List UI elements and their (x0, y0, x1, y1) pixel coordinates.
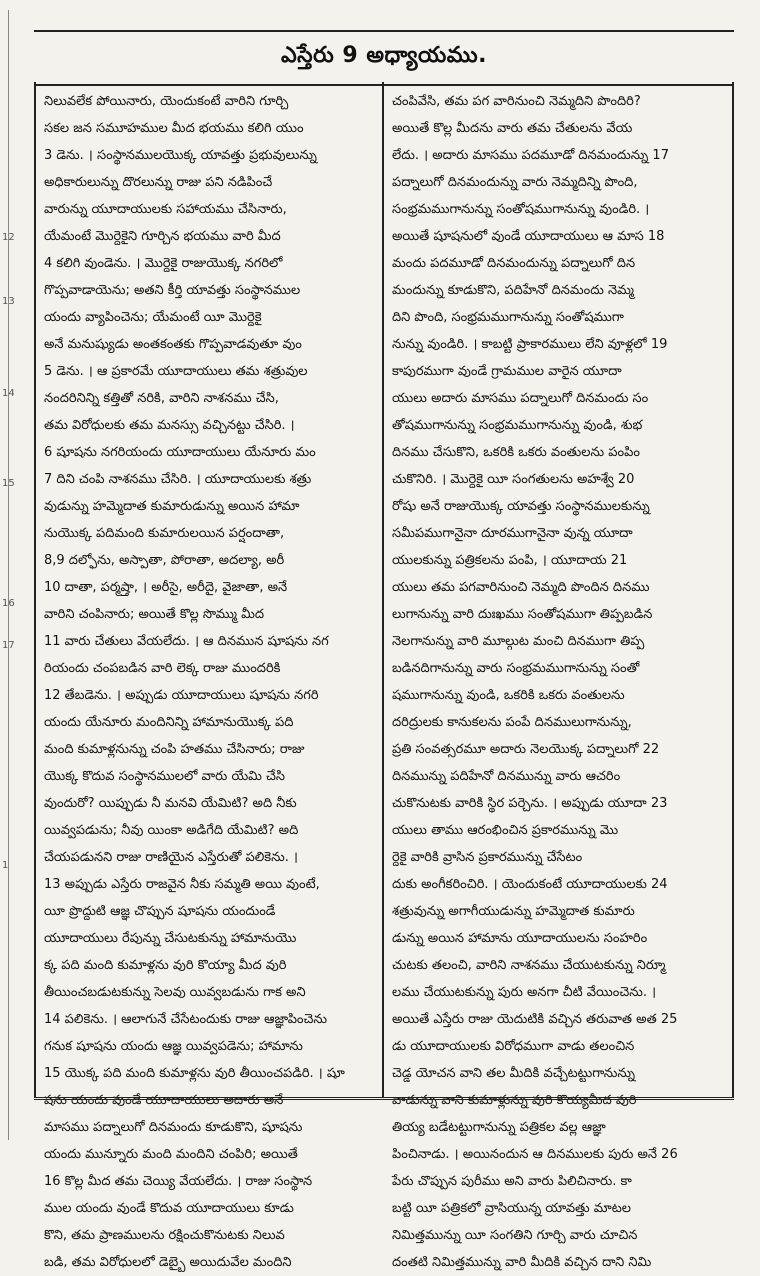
text-line: లుగానున్ను వారి దుఃఖము సంతోషముగా తిప్పబడిన (392, 607, 653, 622)
text-line: తమ విరోధులకు తమ మనస్సు వచ్చినట్టు చేసిరి. । (44, 418, 295, 433)
text-line: నున్ను వుండిరి. । కాబట్టి ప్రాకారములు లేని వూళ్లలో 19 (392, 337, 668, 352)
margin-mark: 12 (2, 232, 15, 243)
text-line: 13 అప్పుడు ఎస్తేరు రాజవైన నీకు సమ్మతి అయి వుంటే, (44, 877, 320, 892)
text-line: వారిని చంపినారు; అయితే కొల్ల సొమ్ము మీద (44, 607, 265, 622)
text-line: 14 పలికెను. । ఆలాగునే చేసేటందుకు రాజు ఆజ్ఞాపించెను (44, 1012, 328, 1027)
text-line: సమీపముగానైనా దూరముగానైనా వున్న యూదా (392, 526, 633, 541)
text-line: ర్దెకై వారికి వ్రాసిన ప్రకారమున్ను చేసేటం (392, 850, 583, 865)
bottom-rule (34, 1097, 734, 1100)
text-line: పద్నాలుగో దినమందున్ను వారు నెమ్మదిన్ని పొంది, (392, 175, 638, 190)
text-line: తీయించబడుటకున్ను సెలవు యివ్వబడును గాక అని (44, 985, 306, 1000)
text-line: యులు తమ పగవారినుంచి నెమ్మది పొందిన దినము (392, 580, 650, 595)
text-line: అయితే షూషనులో వుండే యూదాయులు ఆ మాస 18 (392, 229, 665, 244)
text-line: డు యూదాయులకు విరోధముగా వాడు తలంచిన (392, 1039, 635, 1054)
text-line: వారున్ను యూదాయులకు సహాయము చేసినారు, (44, 202, 287, 217)
text-line: బడినదిగానున్ను వారు సంభ్రమముగానున్ను సంతో (392, 661, 640, 676)
text-line: షముగానున్ను వుండి, ఒకరికి ఒకరు వంతులను (392, 688, 625, 703)
text-line: 16 కొల్ల మీద తమ చెయ్యి వేయలేదు. । రాజు సంస్థాన (44, 1174, 313, 1189)
text-columns (34, 82, 734, 1270)
text-line: పేరు చొప్పున పురీము అని వారు పిలిచినారు. కా (392, 1174, 632, 1189)
text-line: రియందు చంపబడిన వారి లెక్క రాజు ముందరికి (44, 661, 281, 676)
text-line: యందు యేనూరు మందినిన్ని హామానుయొక్క పది (44, 715, 294, 730)
text-line: నిలువలేక పోయినారు, యెందుకంటే వారిని గూర్చి (44, 94, 289, 109)
text-line: పించినాడు. । అయినందున ఆ దినములకు పురు అనే 26 (392, 1147, 678, 1162)
text-line: తోషముగానున్ను సంభ్రమముగానున్ను వుండి, శుభ (392, 418, 643, 433)
text-line: మంది కుమాళ్లనున్ను చంపి హతము చేసినారు; రాజు (44, 742, 305, 757)
binding-edge-line (8, 10, 9, 1140)
text-line: వాడున్ను వాని కుమాళ్లున్ను వురి కొయ్యమీద వురి (392, 1093, 637, 1108)
text-line: శత్రువున్ను అగాగీయుడున్ను హమ్మెదాత కుమారు (392, 904, 635, 919)
text-line: ప్రతి సంవత్సరమూ అదారు నెలయొక్క పద్నాలుగో 22 (392, 742, 660, 757)
text-line: మందున్ను కూడుకొని, పదిహేనో దినమందు నెమ్మ (392, 283, 634, 298)
text-line: 5 డెను. । ఆ ప్రకారమే యూదాయులు తమ శత్రువుల (44, 364, 308, 379)
text-line: లము చేయుటకున్ను పురు అనగా చీటి వేయించెను. । (392, 985, 657, 1000)
text-line: షను యందు వుండే యూదాయులు అదారు అనే (44, 1093, 284, 1108)
text-line: 10 దాతా, పర్మష్తా, । అరీసై, అరీదై, వైజాతా, అనే (44, 580, 288, 595)
text-line: బడి, తమ విరోధులలో డెబ్బై అయిదువేల మందిని (44, 1255, 292, 1270)
text-line: యీ ప్రొద్దుటి ఆజ్ఞ చొప్పున షూషను యందుండే (44, 904, 276, 919)
text-line: సకల జన సమూహముల మీద భయము కలిగి యుం (44, 121, 304, 136)
text-line: గొప్పవాడాయెను; అతని కీర్తి యావత్తు సంస్థానముల (44, 283, 301, 298)
text-line: 4 కలిగి వుండెను. । మొర్దెకై రాజుయొక్క నగరిలో (44, 256, 283, 271)
page (34, 0, 734, 1270)
text-line: యులు తాము ఆరంభించిన ప్రకారమున్ను మొ (392, 823, 619, 838)
text-line: యూదాయులు రేపున్ను చేసుటకున్ను హామానుయొ (44, 931, 297, 946)
text-line: వుందురో? యిప్పుడు నీ మనవి యేమిటి? అది నీకు (44, 796, 297, 811)
text-line: రోషు అనే రాజుయొక్క యావత్తు సంస్థానములకున్ను (392, 499, 650, 514)
text-line: సంభ్రమముగానున్ను సంతోషముగానున్ను వుండిరి. । (392, 202, 650, 217)
text-line: 6 షూషను నగరియందు యూదాయులు యేనూరు మం (44, 445, 316, 460)
text-line: దుకు అంగీకరించిరి. । యెందుకంటే యూదాయులకు 24 (392, 877, 668, 892)
text-line: దిని పొంది, సంభ్రమముగానున్ను సంతోషముగా (392, 310, 624, 325)
text-line: యేమంటే మొర్దెకైని గూర్చిన భయము వారి మీద (44, 229, 281, 244)
text-line: నిమిత్తమున్ను యీ సంగతిని గూర్చి వారు చూచిన (392, 1228, 638, 1243)
text-line: యొక్క కొదువ సంస్థానములలో వారు యేమి చేసి (44, 769, 286, 784)
text-line: దరిద్రులకు కానుకలను పంపే దినములుగానున్ను, (392, 715, 632, 730)
text-line: యులు అదారు మాసము పద్నాలుగో దినమందు సం (392, 391, 649, 406)
text-line: చంపివేసి, తమ పగ వారినుంచి నెమ్మదిని పొందిరి? (392, 94, 641, 109)
text-line: కొని, తమ ప్రాణములను రక్షించుకొనుటకు నిలువ (44, 1228, 285, 1243)
text-line: కాపురముగా వుండే గ్రామముల వారైన యూదా (392, 364, 622, 379)
text-line: అయితే ఎస్తేరు రాజు యెదుటికి వచ్చిన తరువాత అత 25 (392, 1012, 678, 1027)
text-line: యందు మున్నూరు మంది మందిని చంపిరి; అయితే (44, 1147, 298, 1162)
text-line: లేదు. । అదారు మాసము పదమూడో దినమందున్ను 17 (392, 148, 669, 163)
text-line: చెడ్డ యోచన వాని తల మీదికి వచ్చేటట్టుగానున్ను (392, 1066, 635, 1081)
text-line: దినము చేసుకొని, ఒకరికి ఒకరు వంతులను పంపిం (392, 445, 640, 460)
text-line: మందు పదమూడో దినమందున్ను పద్నాలుగో దిన (392, 256, 636, 271)
text-line: గనుక షూషను యందు ఆజ్ఞ యివ్వపడెను; హామాను (44, 1039, 303, 1054)
text-line: యందు వ్యాపించెను; యేమంటే యీ మొర్దెకై (44, 310, 262, 325)
text-line: అయితే కొల్ల మీదను వారు తమ చేతులను వేయ (392, 121, 633, 136)
text-line: అధికారులున్ను దొరలున్ను రాజు పని నడిపించే (44, 175, 273, 190)
text-line: మాసము పద్నాలుగో దినమందు కూడుకొని, షూషను (44, 1120, 303, 1135)
text-line: 8,9 దల్ఫోను, అస్పాతా, పోరాతా, అదల్యా, అరీ (44, 553, 285, 568)
text-line: క్క పది మంది కుమాళ్లను వురి కొయ్యా మీద వురి (44, 958, 287, 973)
text-line: యులకున్ను పత్రికలను పంపి, । యూదాయ 21 (392, 553, 628, 568)
text-line: చేయపడునని రాజు రాణియైన ఎస్తేరుతో పలికెను. । (44, 850, 298, 865)
text-line: ముల యందు వుండే కొదువ యూదాయులు కూడు (44, 1201, 294, 1216)
text-line: చుకొనుటకు వారికి స్థిర పర్చెను. । అప్పుడు యూదా 23 (392, 796, 668, 811)
text-line: 3 డెను. । సంస్థానములయొక్క యావత్తు ప్రభువులున్ను (44, 148, 317, 163)
text-line: 12 తేబడెను. । అప్పుడు యూదాయులు షూషను నగరి (44, 688, 319, 703)
text-line: దినమున్ను పదిహేనో దినమున్ను వారు ఆచరిం (392, 769, 621, 784)
text-line: అనే మనుష్యుడు అంతకంతకు గొప్పవాడవుతూ వుం (44, 337, 302, 352)
text-line: నందరినిన్ని కత్తితో నరికి, వారిని నాశనము చేసి, (44, 391, 279, 406)
text-line: 15 యొక్క పది మంది కుమాళ్లను వురి తీయించపడిరి. । షూ (44, 1066, 345, 1081)
right-column (384, 82, 732, 1270)
margin-mark: 15 (2, 478, 15, 489)
text-line: నెలగానున్ను వారి మూల్గుట మంచి దినముగా తిప్ప (392, 634, 645, 649)
text-line: డున్ను అయిన హామాను యూదాయులను సంహరిం (392, 931, 648, 946)
left-column (36, 82, 384, 1270)
margin-mark: 17 (2, 640, 15, 651)
text-line: తియ్య బడేటట్టుగానున్ను పత్రికల వల్ల ఆజ్ఞా (392, 1120, 606, 1135)
text-line: యివ్వపడును; నీవు యింకా అడిగేది యేమిటి? అది (44, 823, 299, 838)
text-line: బట్టి యీ పత్రికలో వ్రాసియున్న యావత్తు మాటల (392, 1201, 631, 1216)
margin-mark: 14 (2, 388, 15, 399)
margin-mark: 13 (2, 296, 15, 307)
margin-mark: 1 (2, 860, 9, 871)
page-title: ఎస్తేరు 9 అధ్యాయము. (34, 30, 734, 86)
text-line: చుటకు తలంచి, వారిని నాశనము చేయుటకున్ను నిర్మూ (392, 958, 666, 973)
text-line: చుకొనిరి. । మొర్దెకై యీ సంగతులను అహశ్వే 20 (392, 472, 635, 487)
text-line: 7 దిని చంపి నాశనము చేసిరి. । యూదాయులకు శత్రు (44, 472, 312, 487)
text-line: వుడున్ను హమ్మెదాత కుమారుడున్ను అయిన హామా (44, 499, 300, 514)
margin-mark: 16 (2, 598, 15, 609)
text-line: నుయొక్క పదిమంది కుమారులయిన పర్షందాతా, (44, 526, 285, 541)
text-line: దంతటి నిమిత్తమున్ను వారి మీదికి వచ్చిన దాని నిమి (392, 1255, 652, 1270)
text-line: 11 వారు చేతులు వేయలేదు. । ఆ దినమున షూషను నగ (44, 634, 329, 649)
